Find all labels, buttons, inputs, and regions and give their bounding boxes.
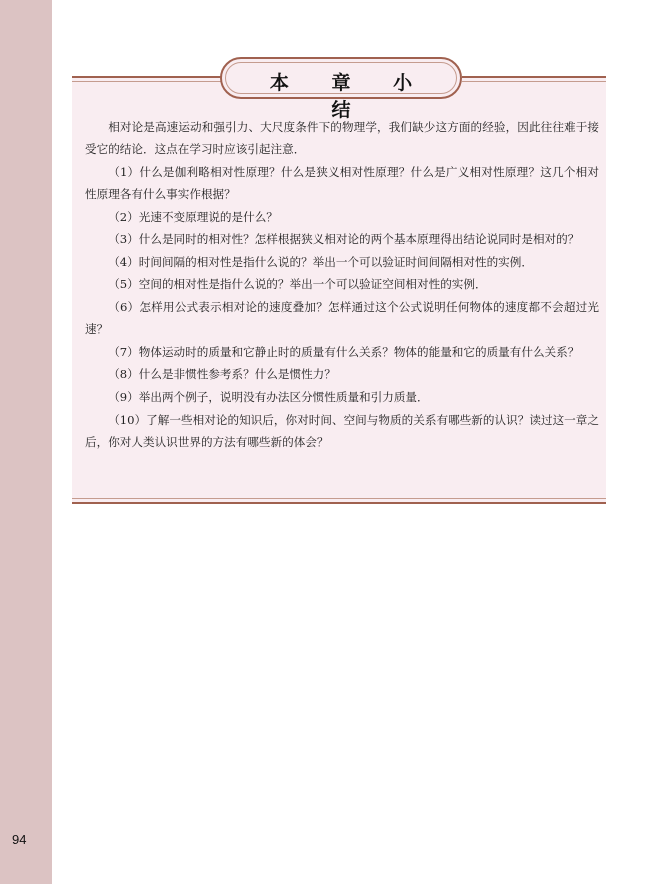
question-6: （6）怎样用公式表示相对论的速度叠加？怎样通过这个公式说明任何物体的速度都不会超过光速？ xyxy=(85,299,599,337)
question-7: （7）物体运动时的质量和它静止时的质量有什么关系？物体的能量和它的质量有什么关系？ xyxy=(108,344,580,359)
title-banner xyxy=(220,57,462,121)
question-4: （4）时间间隔的相对性是指什么说的？举出一个可以验证时间间隔相对性的实例． xyxy=(108,254,533,269)
page-title: 本 章 小 结 xyxy=(269,72,431,121)
question-5: （5）空间的相对性是指什么说的？举出一个可以验证空间相对性的实例． xyxy=(108,277,487,292)
question-1: （1）什么是伽利略相对性原理？什么是狭义相对性原理？什么是广义相对性原理？这几个相对性原理各有什么事实作根据？ xyxy=(85,164,599,201)
intro-paragraph: 相对论是高速运动和强引力、大尺度条件下的物理学，我们缺少这方面的经验，因此往往难于接受它的结论．这点在学习时应该引起注意． xyxy=(85,120,599,157)
page-side-margin xyxy=(0,0,52,884)
top-rule-left xyxy=(72,76,222,82)
question-10: （10）了解一些相对论的知识后，你对时间、空间与物质的关系有哪些新的认识？读过这一章之后，你对人类认识世界的方法有哪些新的体会？ xyxy=(85,412,599,449)
question-2: （2）光速不变原理说的是什么？ xyxy=(108,209,278,224)
summary-content xyxy=(85,116,599,453)
page-number: 94 xyxy=(12,832,27,847)
question-8: （8）什么是非惯性参考系？什么是惯性力？ xyxy=(108,367,336,382)
chapter-summary-box xyxy=(72,70,606,502)
top-rule-right xyxy=(462,76,606,82)
question-3: （3）什么是同时的相对性？怎样根据狭义相对论的两个基本原理得出结论说同时是相对的？ xyxy=(108,232,580,247)
bottom-rule xyxy=(72,498,606,504)
question-9: （9）举出两个例子，说明没有办法区分惯性质量和引力质量． xyxy=(108,389,429,404)
